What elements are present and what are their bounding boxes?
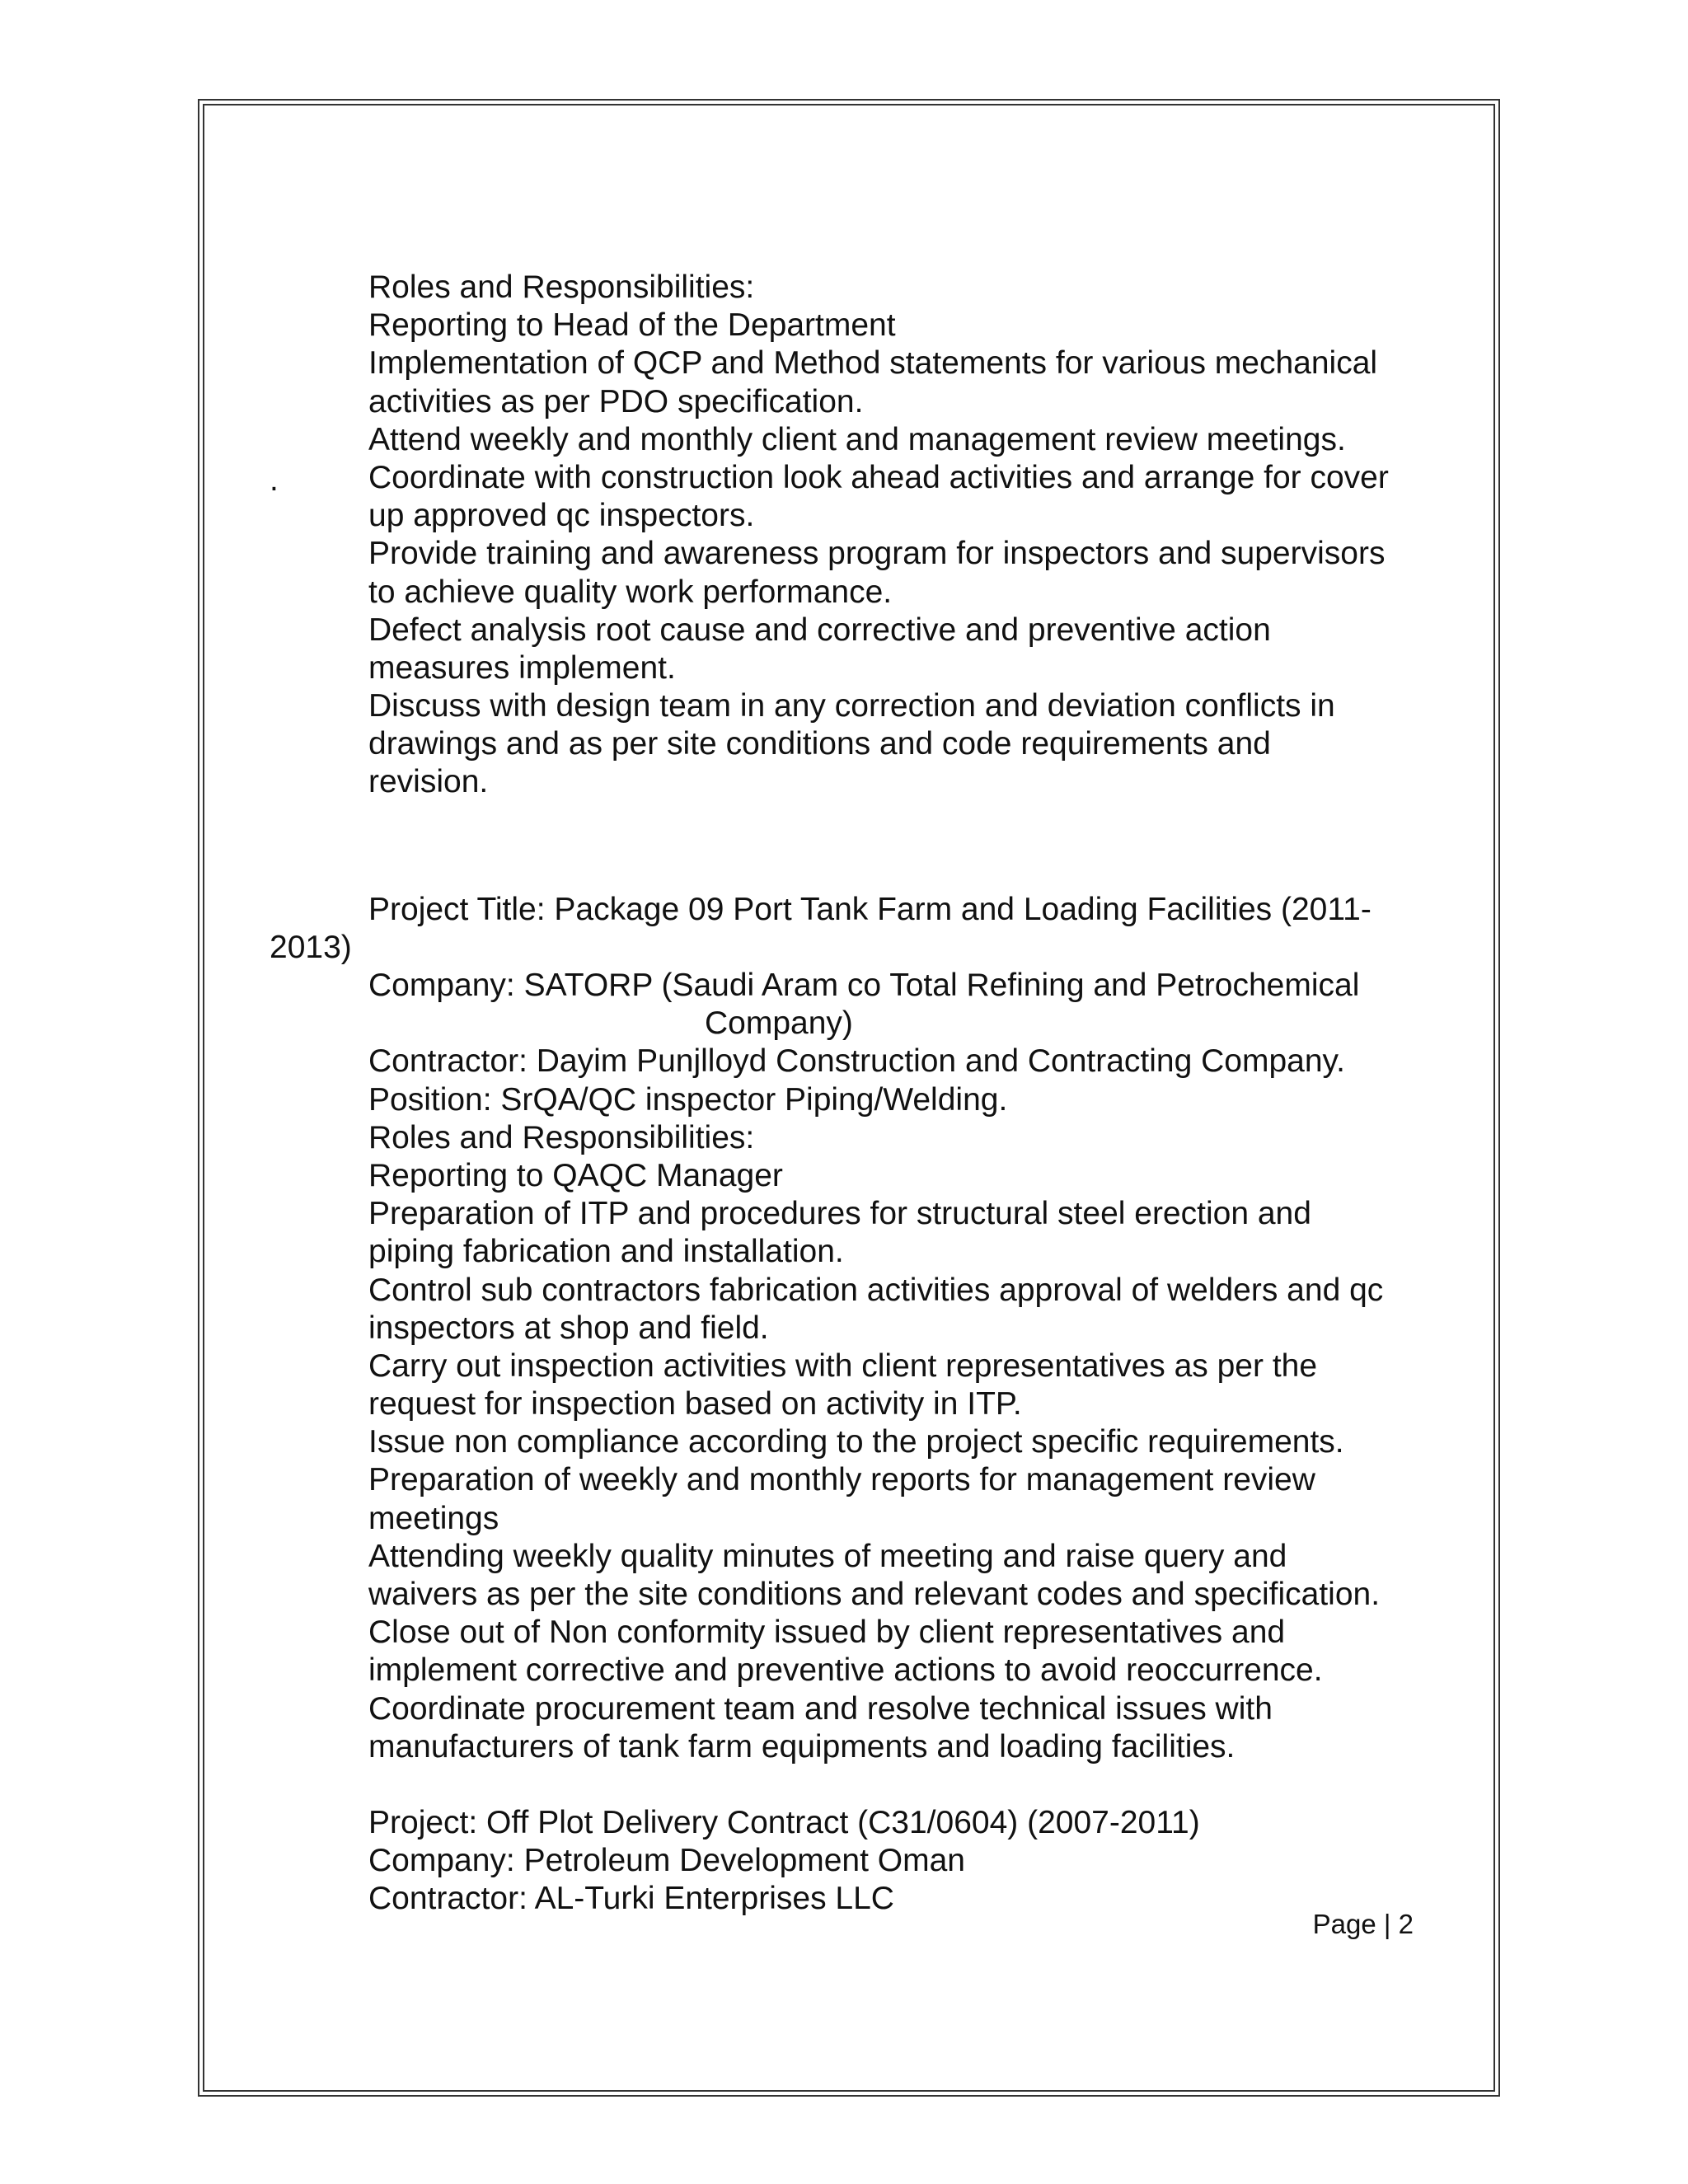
responsibility-line: Control sub contractors fabrication activities approval of welders and qc: [368, 1272, 1384, 1308]
responsibility-line: Coordinate with construction look ahead activities and arrange for cover: [368, 459, 1389, 495]
stray-bullet-dot: .: [270, 462, 279, 498]
contractor-line: Contractor: Dayim Punjlloyd Construction and Contracting Company.: [368, 1043, 1345, 1080]
responsibility-line: measures implement.: [368, 649, 676, 686]
responsibility-line: waivers as per the site conditions and relevant codes and specification.: [368, 1577, 1381, 1612]
spacer: [368, 802, 1440, 853]
project-title: Project Title: Package 09 Port Tank Farm and Loading Facilities (2011-: [368, 891, 1372, 927]
roles-heading: Roles and Responsibilities:: [368, 269, 755, 305]
responsibility-line: Issue non compliance according to the project specific requirements.: [368, 1424, 1344, 1460]
responsibility-line: Carry out inspection activities with client representatives as per the: [368, 1347, 1318, 1384]
company-line-continued: Company): [705, 1005, 853, 1042]
responsibility-line: meetings: [368, 1500, 499, 1536]
responsibility-line: to achieve quality work performance.: [368, 574, 893, 610]
page-number: Page | 2: [1312, 1909, 1414, 1939]
responsibility-line: Provide training and awareness program for inspectors and supervisors: [368, 536, 1386, 572]
company-line: Company: Petroleum Development Oman: [368, 1843, 965, 1879]
responsibility-line: Reporting to QAQC Manager: [368, 1157, 783, 1193]
responsibility-line: Coordinate procurement team and resolve technical issues with: [368, 1690, 1273, 1727]
responsibility-line: activities as per PDO specification.: [368, 383, 864, 419]
responsibility-line: Reporting to Head of the Department: [368, 307, 896, 344]
responsibility-line: request for inspection based on activity in ITP.: [368, 1386, 1022, 1422]
responsibility-line: piping fabrication and installation.: [368, 1234, 844, 1270]
responsibility-line: Preparation of weekly and monthly reports for management review: [368, 1462, 1315, 1498]
responsibility-line: Defect analysis root cause and corrective and preventive action: [368, 612, 1271, 648]
project-line: Project: Off Plot Delivery Contract (C31/0604) (2007-2011): [368, 1804, 1200, 1840]
company-line: Company: SATORP (Saudi Aram co Total Refining and Petrochemical: [368, 968, 1360, 1003]
responsibility-line: Attending weekly quality minutes of meeting and raise query and: [368, 1538, 1287, 1574]
responsibility-line: implement corrective and preventive actions to avoid reoccurrence.: [368, 1652, 1323, 1689]
responsibility-line: inspectors at shop and field.: [368, 1310, 769, 1346]
responsibility-line: revision.: [368, 764, 489, 800]
document-body: [270, 269, 1440, 1919]
roles-heading: Roles and Responsibilities:: [368, 1119, 755, 1155]
responsibility-line: Attend weekly and monthly client and management review meetings.: [368, 421, 1346, 457]
project-title-wrap: 2013): [270, 929, 352, 965]
spacer: [368, 853, 1440, 891]
responsibility-line: Discuss with design team in any correction and deviation conflicts in: [368, 688, 1335, 724]
responsibility-line: drawings and as per site conditions and code requirements and: [368, 726, 1271, 762]
responsibility-line: Close out of Non conformity issued by client representatives and: [368, 1615, 1286, 1651]
responsibility-line: Preparation of ITP and procedures for structural steel erection and: [368, 1196, 1311, 1232]
spacer: [368, 1766, 1440, 1804]
responsibility-line: up approved qc inspectors.: [368, 498, 755, 534]
responsibility-line: Implementation of QCP and Method statements for various mechanical: [368, 345, 1378, 382]
responsibility-line: manufacturers of tank farm equipments and loading facilities.: [368, 1728, 1236, 1765]
position-line: Position: SrQA/QC inspector Piping/Welding.: [368, 1081, 1008, 1118]
contractor-line: Contractor: AL-Turki Enterprises LLC: [368, 1881, 894, 1917]
